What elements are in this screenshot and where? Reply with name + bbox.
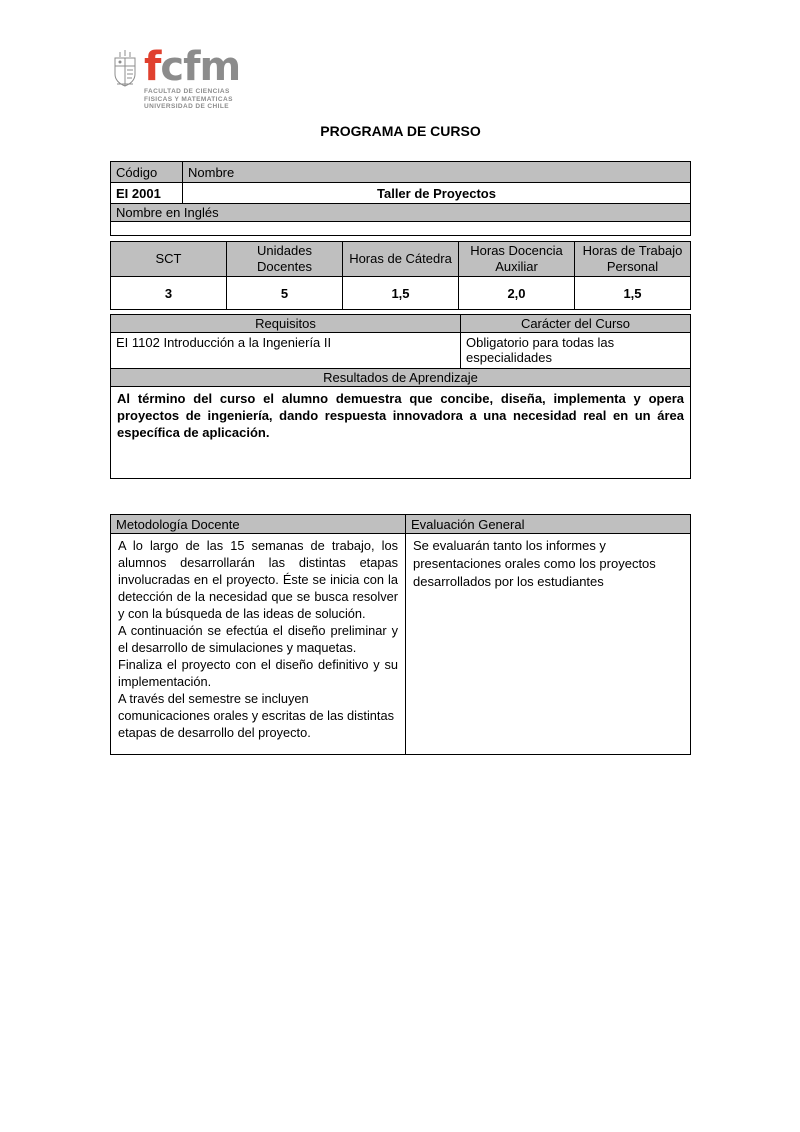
resultados-value-cell [111, 387, 691, 479]
evaluacion-text: Se evaluarán tanto los informes y presentaciones orales como los proyectos desarrollados por los estudiantes [413, 538, 656, 589]
requisitos-value-cell: EI 1102 Introducción a la Ingeniería II [111, 333, 461, 369]
logo-subtitle-line1: FACULTAD DE CIENCIAS [144, 88, 230, 95]
metodologia-header-cell: Metodología Docente [111, 515, 406, 534]
resultados-text: Al término del curso el alumno demuestra que concibe, diseña, implementa y opera proyectos de ingeniería, dando respuesta innovadora a una necesidad real en un área específica de aplicación. [117, 391, 684, 440]
metodologia-paragraph-2: A continuación se efectúa el diseño preliminar y el desarrollo de simulaciones y maquetas. [118, 623, 398, 655]
metodologia-paragraph-1: A lo largo de las 15 semanas de trabajo, los alumnos desarrollarán las distintas etapas involucradas en el proyecto. Éste se inicia con la detección de la necesidad que se busca resolver y con la búsqueda de las ideas de solución. [118, 538, 398, 621]
evaluacion-header-cell: Evaluación General [406, 515, 691, 534]
metodologia-paragraph-3: Finaliza el proyecto con el diseño definitivo y su implementación. [118, 657, 398, 689]
wordmark-accent: f [144, 44, 161, 90]
metodologia-value-cell [111, 534, 406, 755]
horas-catedra-header-cell: Horas de Cátedra [343, 242, 459, 277]
codigo-header-cell: Código [111, 162, 183, 183]
metodologia-evaluacion-table [110, 514, 691, 755]
evaluacion-value-cell [406, 534, 691, 755]
horas-docencia-auxiliar-value-cell: 2,0 [459, 277, 575, 310]
wordmark-rest: cfm [160, 44, 241, 90]
requisitos-resultados-table [110, 314, 691, 479]
codigo-value-cell: EI 2001 [111, 183, 183, 204]
course-identification-table [110, 161, 691, 236]
logo-subtitle-line2: FISICAS Y MATEMATICAS [144, 95, 233, 103]
page-title: PROGRAMA DE CURSO [320, 123, 481, 139]
nombre-ingles-header-cell: Nombre en Inglés [111, 204, 691, 222]
unidades-docentes-header-cell: Unidades Docentes [227, 242, 343, 277]
resultados-header-cell: Resultados de Aprendizaje [111, 369, 691, 387]
caracter-value-cell: Obligatorio para todas las especialidades [461, 333, 691, 369]
horas-docencia-auxiliar-header-cell: Horas Docencia Auxiliar [459, 242, 575, 277]
requisitos-header-cell: Requisitos [111, 315, 461, 333]
horas-catedra-value-cell: 1,5 [343, 277, 459, 310]
unidades-docentes-value-cell: 5 [227, 277, 343, 310]
credits-hours-table [110, 241, 691, 310]
horas-trabajo-personal-value-cell: 1,5 [575, 277, 691, 310]
document-content [110, 0, 691, 755]
nombre-value-cell: Taller de Proyectos [183, 183, 691, 204]
caracter-header-cell: Carácter del Curso [461, 315, 691, 333]
nombre-header-cell: Nombre [183, 162, 691, 183]
horas-trabajo-personal-header-cell: Horas de Trabajo Personal [575, 242, 691, 277]
logo-subtitle-line3: UNIVERSIDAD DE CHILE [144, 103, 229, 110]
sct-value-cell: 3 [111, 277, 227, 310]
nombre-ingles-value-cell [111, 222, 691, 236]
sct-header-cell: SCT [111, 242, 227, 277]
metodologia-paragraph-4: A través del semestre se incluyen comunicaciones orales y escritas de las distintas etapas de desarrollo del proyecto. [118, 691, 394, 740]
